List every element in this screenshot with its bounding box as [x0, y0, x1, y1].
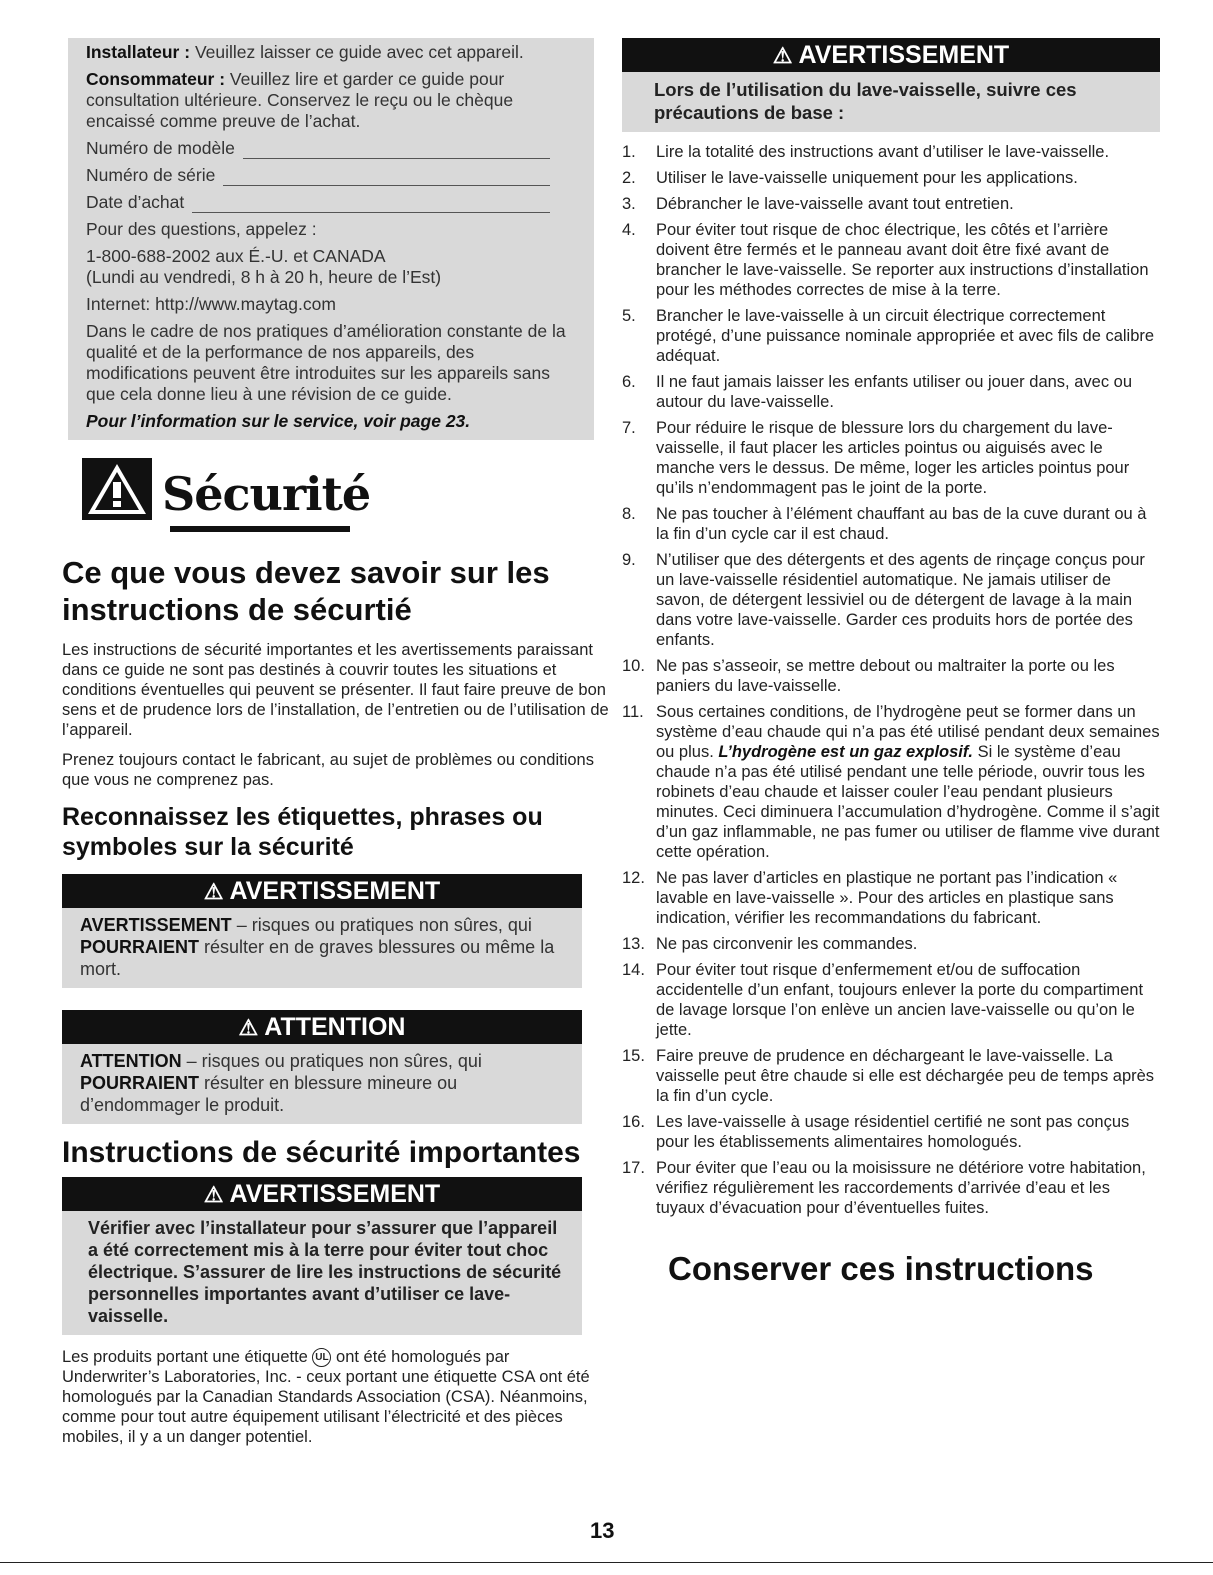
grounding-warning-box — [62, 1211, 582, 1335]
grounding-warning-icon: ⚠ — [203, 1182, 224, 1207]
instruction-item — [622, 220, 1160, 300]
model-label: Numéro de modèle — [86, 138, 235, 158]
instruction-number: 4. — [622, 221, 636, 239]
instruction-number: 11. — [622, 703, 644, 721]
instruction-number: 12. — [622, 869, 645, 887]
left-column — [62, 38, 610, 1457]
instruction-text: Pour éviter tout risque de choc électrique, les côtés et l’arrière doivent être fermés et le panneau avant doit être fixé avant de brancher le lave-vaisselle. Se reporter aux instructions d’installation pour les méthodes correctes de mise à la terre. — [656, 221, 1149, 299]
warning-definition-box — [62, 908, 582, 988]
instruction-number: 7. — [622, 419, 636, 437]
instruction-text: Les lave-vaisselle à usage résidentiel certifié ne sont pas conçus pour les établissements alimentaires homologués. — [656, 1113, 1130, 1151]
ul-text-before: Les produits portant une étiquette — [62, 1348, 308, 1366]
instruction-item — [622, 418, 1160, 498]
instruction-text: N’utiliser que des détergents et des agents de rinçage conçus pour un lave-vaisselle résidentiel automatique. Ne jamais utiliser de savon, de détergent lessiviel ou de détergent de lavage à la main dans votre lave-vaisselle. Garder ces produits hors de portée des enfants. — [656, 551, 1145, 649]
installer-text: Veuillez laisser ce guide avec cet appareil. — [194, 42, 524, 62]
instruction-item — [622, 702, 1160, 862]
instruction-item — [622, 1158, 1160, 1218]
instruction-text — [656, 702, 1160, 862]
service-text: Pour l’information sur le service, voir page 23. — [86, 411, 471, 431]
instruction-item — [622, 142, 1160, 162]
grounding-warning-bar-label: AVERTISSEMENT — [229, 1180, 441, 1208]
instruction-item — [622, 1112, 1160, 1152]
instruction-text: Faire preuve de prudence en déchargeant le lave-vaisselle. La vaisselle peut être chaude si elle est déchargée peu de temps après la fin d’un cycle. — [656, 1047, 1155, 1105]
warning-bar-label: AVERTISSEMENT — [229, 877, 441, 905]
instruction-number: 2. — [622, 169, 636, 187]
instruction-number: 14. — [622, 961, 645, 979]
caution-def-label2: POURRAIENT — [80, 1073, 200, 1093]
basic-precautions-box — [622, 72, 1160, 132]
safety-intro-paragraph: Les instructions de sécurité importantes et les avertissements paraissant dans ce guide ne sont pas destinés à couvrir toutes les situations et conditions éventuelles qui peuvent se présenter. Il faut faire preuve de bon sens et de prudence lors de l’installation, de l’entretien ou de l’utilisation de l’appareil. — [62, 641, 609, 739]
caution-def-label: ATTENTION — [80, 1051, 182, 1071]
bottom-rule — [0, 1562, 1213, 1563]
basic-precautions-text: Lors de l’utilisation du lave-vaisselle, suivre ces précautions de base : — [654, 79, 1077, 123]
caution-def-text1: – risques ou pratiques non sûres, qui — [186, 1051, 482, 1071]
right-column — [622, 38, 1160, 1288]
instruction-text: Pour éviter tout risque d’enfermement et/ou de suffocation accidentelle d’un enfant, toujours enlever la porte du compartiment de lavage lorsque l’on enlève un ancien lave-vaisselle ou qu’on le jette. — [656, 961, 1144, 1039]
date-line — [192, 198, 550, 213]
instruction-item — [622, 868, 1160, 928]
instruction-number: 1. — [622, 143, 636, 161]
hydrogen-warning-emphasis: L’hydrogène est un gaz explosif. — [718, 743, 973, 761]
instruction-text-after: Si le système d’eau chaude n’a pas été utilisé pendant une telle période, ouvrir tous les robinets d’eau chaude et laisser couler l’eau pendant plusieurs minutes. Ceci diminuera l’accumulation d’hydrogène. Comme il s’agit d’un gaz inflammable, ne pas fumer ou utiliser de flamme vive durant cette opération. — [656, 743, 1160, 861]
instruction-item — [622, 372, 1160, 412]
serial-label: Numéro de série — [86, 165, 216, 185]
ul-text-after: ont été homologués par Underwriter’s Laboratories, Inc. - ceux portant une étiquette CSA ont été homologués par la Canadian Standards Association (CSA). Néanmoins, comme pour tout autre équipement utilisant l’électricité et des pièces mobiles, il y a un danger potentiel. — [62, 1348, 590, 1447]
instruction-number: 9. — [622, 551, 636, 569]
instruction-number: 16. — [622, 1113, 645, 1131]
model-line — [243, 144, 550, 159]
consumer-text: Veuillez lire et garder ce guide pour consultation ultérieure. Conservez le reçu ou le chèque encaissé comme preuve de l’achat. — [86, 69, 514, 131]
instruction-number: 10. — [622, 657, 645, 675]
warning-def-text2: résulter en de graves blessures ou même la mort. — [80, 937, 555, 979]
instruction-item — [622, 1046, 1160, 1106]
phone-text: 1-800-688-2002 aux É.-U. et CANADA — [86, 246, 386, 266]
certification-paragraph — [62, 1347, 610, 1447]
hours-text: (Lundi au vendredi, 8 h à 20 h, heure de l’Est) — [86, 267, 442, 287]
contact-paragraph: Prenez toujours contact le fabricant, au sujet de problèmes ou conditions que vous ne comprenez pas. — [62, 751, 594, 789]
instruction-text-before: Sous certaines conditions, de l’hydrogène peut se former dans un système d’eau chaude qui n’a pas été utilisé pendant deux semaines ou plus. — [656, 703, 1160, 761]
grounding-warning-text: Vérifier avec l’installateur pour s’assurer que l’appareil a été correctement mis à la terre pour éviter tout choc électrique. S’assurer de lire les instructions de sécurité personnelles importantes avant d’utiliser ce lave-vaisselle. — [88, 1218, 562, 1326]
instruction-text: Brancher le lave-vaisselle à un circuit électrique correctement protégé, d’une puissance nominale appropriée et avec fils de calibre adéquat. — [656, 307, 1155, 365]
instruction-number: 13. — [622, 935, 645, 953]
instruction-text: Ne pas laver d’articles en plastique ne portant pas l’indication « lavable en lave-vaisselle ». Pour des articles en plastique sans indication, vérifier les recommandations du fabricant. — [656, 869, 1118, 927]
section-heading-labels: Reconnaissez les étiquettes, phrases ou symboles sur la sécurité — [62, 803, 543, 861]
improvement-text: Dans le cadre de nos pratiques d’amélioration constante de la qualité et de la performance de nos appareils, des modifications peuvent être introduites sur les appareils sans que cela donne lieu à une révision de ce guide. — [86, 321, 566, 404]
instruction-number: 17. — [622, 1159, 645, 1177]
warning-triangle-icon — [82, 458, 152, 520]
instruction-text: Ne pas toucher à l’élément chauffant au bas de la cuve durant ou à la fin d’un cycle car il est chaud. — [656, 505, 1147, 543]
instruction-text: Pour réduire le risque de blessure lors du chargement du lave-vaisselle, il faut placer les articles pointus ou aiguisés avec le manche vers le dessus. De même, loger les articles pointus pour qu’ils n’endommagent pas le joint de la porte. — [656, 419, 1130, 497]
internet-text: Internet: http://www.maytag.com — [86, 294, 336, 314]
instruction-number: 15. — [622, 1047, 645, 1065]
instruction-item — [622, 306, 1160, 366]
date-label: Date d’achat — [86, 192, 185, 212]
installer-info-box — [68, 38, 594, 440]
installer-label: Installateur : — [86, 42, 191, 62]
instruction-item — [622, 168, 1160, 188]
caution-icon: ⚠ — [238, 1015, 259, 1040]
serial-line — [223, 171, 550, 186]
caution-definition-box — [62, 1044, 582, 1124]
warning-def-text1: – risques ou pratiques non sûres, qui — [236, 915, 532, 935]
warning-def-label2: POURRAIENT — [80, 937, 200, 957]
instruction-number: 8. — [622, 505, 636, 523]
instruction-number: 5. — [622, 307, 636, 325]
instruction-item — [622, 550, 1160, 650]
grounding-warning-bar — [62, 1177, 582, 1211]
questions-text: Pour des questions, appelez : — [86, 219, 317, 239]
basic-precautions-warning-icon: ⚠ — [772, 43, 793, 68]
instruction-text: Utiliser le lave-vaisselle uniquement pour les applications. — [656, 169, 1078, 187]
safety-rule — [170, 526, 350, 532]
instruction-text: Il ne faut jamais laisser les enfants utiliser ou jouer dans, avec ou autour du lave-vaisselle. — [656, 373, 1133, 411]
instruction-text: Pour éviter que l’eau ou la moisissure ne détériore votre habitation, vérifiez régulièrement les raccordements d’arrivée d’eau et les tuyaux d’évacuation pour d’éventuelles fuites. — [656, 1159, 1146, 1217]
warning-def-label: AVERTISSEMENT — [80, 915, 232, 935]
ul-mark-icon: UL — [312, 1348, 331, 1367]
page-number: 13 — [590, 1518, 615, 1543]
section-heading-important: Instructions de sécurité importantes — [62, 1136, 581, 1169]
instruction-item — [622, 960, 1160, 1040]
caution-bar-label: ATTENTION — [264, 1013, 406, 1041]
instruction-item — [622, 934, 1160, 954]
instruction-number: 6. — [622, 373, 636, 391]
instruction-item — [622, 194, 1160, 214]
instruction-item — [622, 656, 1160, 696]
safety-title: Sécurité — [162, 467, 371, 521]
instruction-item — [622, 504, 1160, 544]
consumer-label: Consommateur : — [86, 69, 226, 89]
instruction-text: Ne pas s’asseoir, se mettre debout ou maltraiter la porte ou les paniers du lave-vaisselle. — [656, 657, 1115, 695]
safety-header — [82, 458, 610, 520]
instruction-list — [622, 142, 1160, 1218]
instruction-number: 3. — [622, 195, 636, 213]
instruction-text: Lire la totalité des instructions avant d’utiliser le lave-vaisselle. — [656, 143, 1110, 161]
warning-icon: ⚠ — [203, 879, 224, 904]
instruction-text: Ne pas circonvenir les commandes. — [656, 935, 918, 953]
warning-bar — [62, 874, 582, 908]
caution-def-text2: résulter en blessure mineure ou d’endommager le produit. — [80, 1073, 458, 1115]
conserver-heading: Conserver ces instructions — [668, 1250, 1094, 1287]
basic-precautions-warning-bar — [622, 38, 1160, 72]
basic-precautions-bar-label: AVERTISSEMENT — [798, 41, 1010, 69]
caution-bar — [62, 1010, 582, 1044]
instruction-text: Débrancher le lave-vaisselle avant tout entretien. — [656, 195, 1014, 213]
section-heading-safety-instructions: Ce que vous devez savoir sur les instructions de sécurtié — [62, 555, 550, 627]
